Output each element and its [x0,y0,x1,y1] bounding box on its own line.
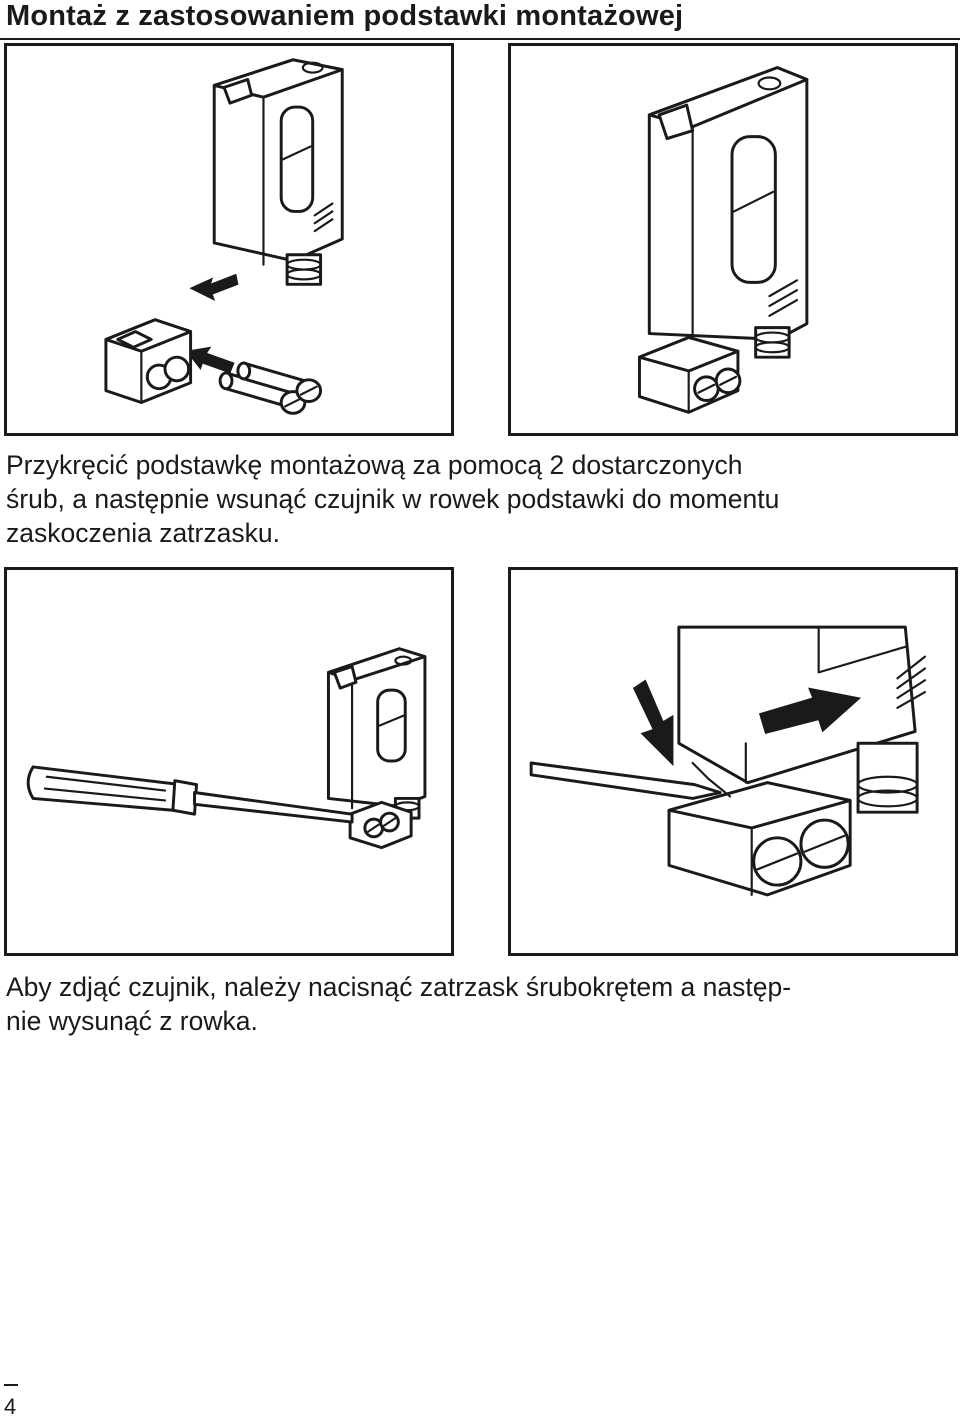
instruction-line: śrub, a następnie wsunąć czujnik w rowek podstawki do momentu [6,484,780,514]
mounting-base [669,783,850,895]
page-title: Montaż z zastosowaniem podstawki montażowej [6,0,684,32]
instruction-line: zaskoczenia zatrzasku. [6,518,280,548]
sensor-housing [214,60,342,285]
screwdriver [28,767,352,822]
arrow-left-upper [191,274,238,300]
page-number-mark [4,1384,18,1386]
screwdriver-blade [531,763,730,798]
mounting-base [639,337,739,412]
mounting-base [350,802,411,847]
sensor-housing [328,649,424,818]
removal-instructions [6,970,791,1038]
title-underline [0,38,960,40]
mounting-instructions [6,448,779,550]
page-number: 4 [4,1394,17,1419]
arrow-left-lower [187,347,234,373]
illustration-latch-closeup [508,567,958,956]
illustration-screwdriver-removal [4,567,454,956]
instruction-line: nie wysunąć z rowka. [6,1006,258,1036]
sensor-base-screws-drawing [7,46,451,433]
instruction-line: Przykręcić podstawkę montażową za pomocą 2 dostarczonych [6,450,743,480]
screwdriver-removal-drawing [7,570,451,953]
illustration-sensor-mounted [508,43,958,436]
illustration-sensor-base-and-screws [4,43,454,436]
sensor-housing [649,68,807,358]
sensor-mounted-drawing [511,46,955,433]
latch-closeup-drawing [511,570,955,953]
mounting-screws [220,363,320,413]
mounting-base [106,320,191,403]
arrow-press-down [634,680,673,765]
instruction-line: Aby zdjąć czujnik, należy nacisnąć zatrzask śrubokrętem a następ- [6,972,792,1002]
